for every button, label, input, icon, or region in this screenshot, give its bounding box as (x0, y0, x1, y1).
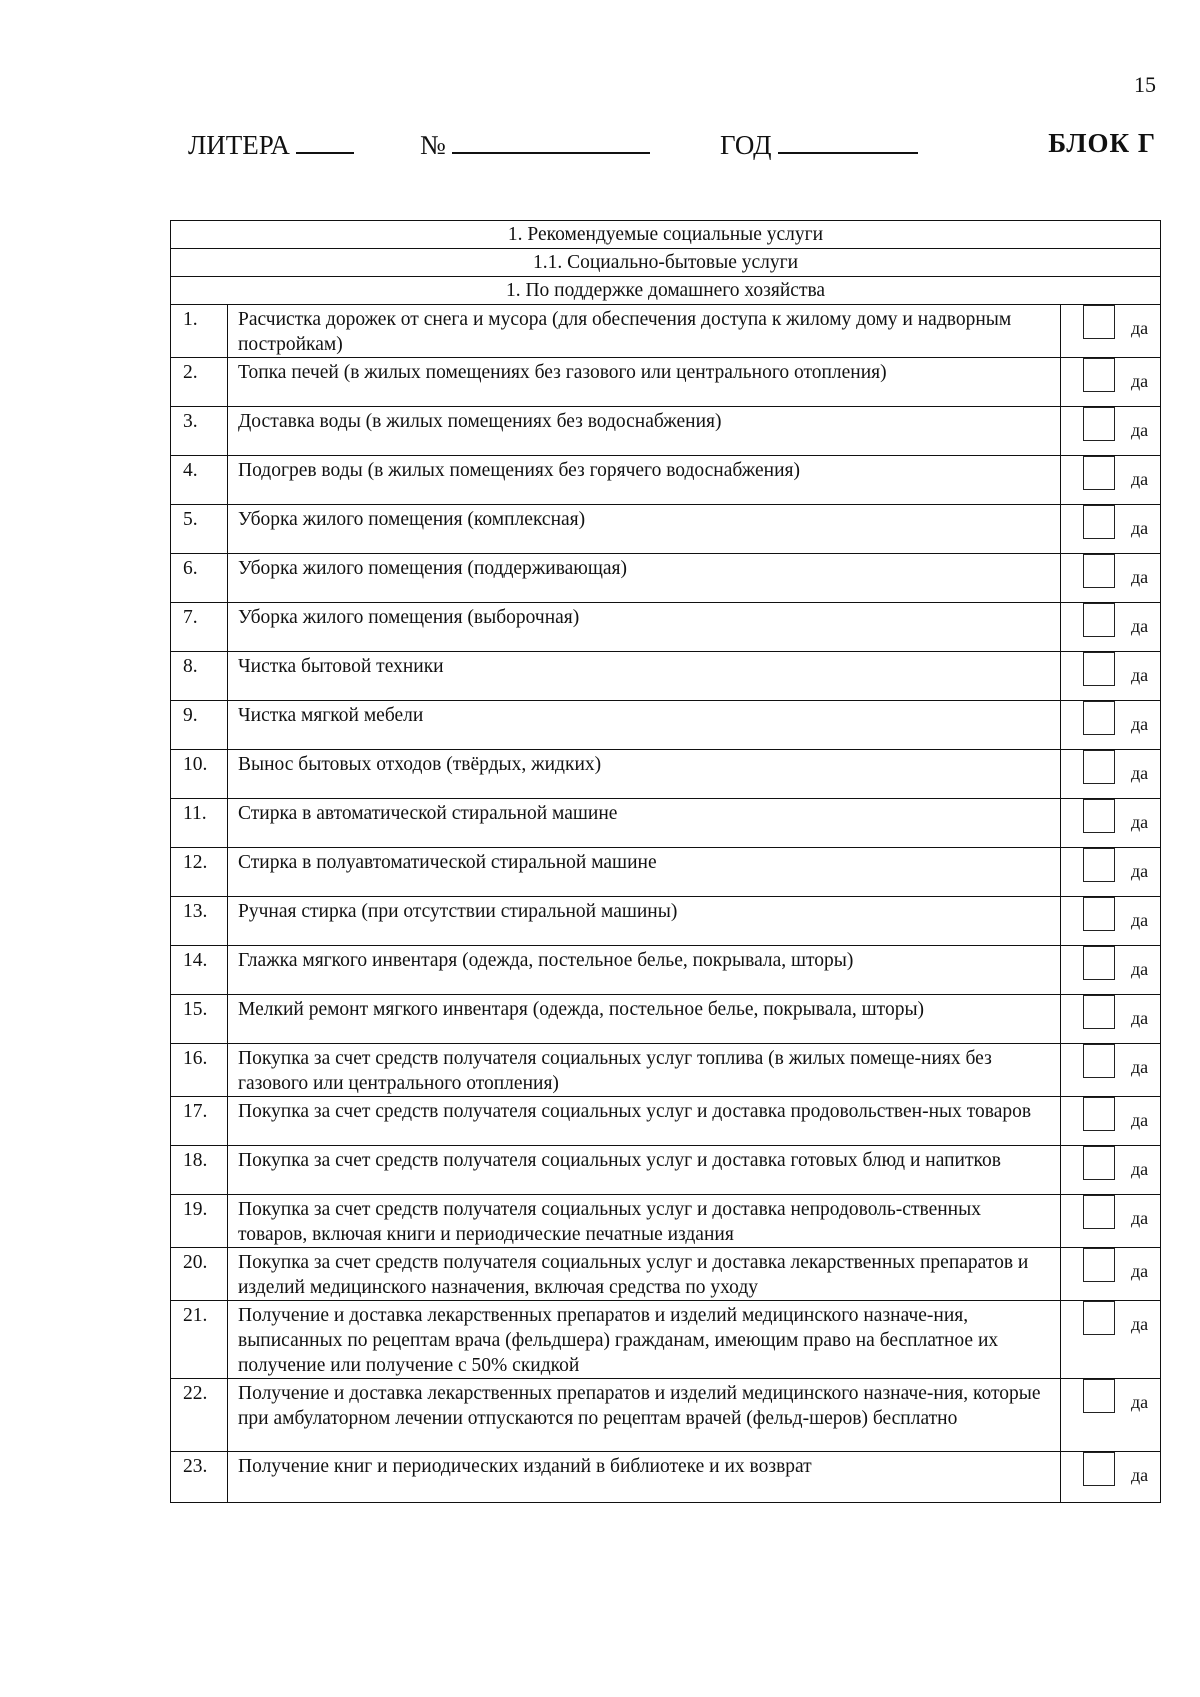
services-table-body (171, 221, 1161, 1503)
service-description: Ручная стирка (при отсутствии стиральной машины) (228, 897, 1061, 946)
service-number: 8. (171, 652, 228, 701)
yes-label: да (1131, 1158, 1149, 1179)
service-number: 10. (171, 750, 228, 799)
service-number: 19. (171, 1195, 228, 1248)
service-row (171, 456, 1161, 505)
service-checkbox-cell (1061, 750, 1161, 799)
service-row (171, 1044, 1161, 1097)
service-number: 9. (171, 701, 228, 750)
section-row (171, 221, 1161, 249)
section-title-level1: 1. Рекомендуемые социальные услуги (171, 221, 1161, 249)
service-checkbox-cell (1061, 1301, 1161, 1379)
yes-label: да (1131, 419, 1149, 440)
number-label: № (420, 130, 446, 160)
service-checkbox-cell (1061, 505, 1161, 554)
service-description: Уборка жилого помещения (поддерживающая) (228, 554, 1061, 603)
service-checkbox-cell (1061, 1248, 1161, 1301)
service-description: Подогрев воды (в жилых помещениях без горячего водоснабжения) (228, 456, 1061, 505)
service-row (171, 305, 1161, 358)
service-checkbox-cell (1061, 1379, 1161, 1452)
service-number: 16. (171, 1044, 228, 1097)
yes-checkbox[interactable] (1083, 407, 1115, 441)
form-header (0, 128, 1200, 168)
yes-checkbox[interactable] (1083, 1097, 1115, 1131)
service-checkbox-cell (1061, 554, 1161, 603)
service-checkbox-cell (1061, 407, 1161, 456)
yes-label: да (1131, 517, 1149, 538)
service-row (171, 1248, 1161, 1301)
service-number: 21. (171, 1301, 228, 1379)
yes-label: да (1131, 370, 1149, 391)
service-row (171, 750, 1161, 799)
service-checkbox-cell (1061, 305, 1161, 358)
service-checkbox-cell (1061, 1146, 1161, 1195)
section-row (171, 249, 1161, 277)
service-row (171, 799, 1161, 848)
number-blank[interactable] (452, 128, 650, 154)
service-row (171, 505, 1161, 554)
service-checkbox-cell (1061, 848, 1161, 897)
service-number: 2. (171, 358, 228, 407)
yes-label: да (1131, 317, 1149, 338)
service-description: Вынос бытовых отходов (твёрдых, жидких) (228, 750, 1061, 799)
service-row (171, 407, 1161, 456)
yes-checkbox[interactable] (1083, 305, 1115, 339)
service-number: 5. (171, 505, 228, 554)
yes-label: да (1131, 1313, 1149, 1334)
litera-field (188, 128, 354, 161)
yes-checkbox[interactable] (1083, 848, 1115, 882)
service-row (171, 603, 1161, 652)
year-field (720, 128, 918, 161)
section-title-level2: 1.1. Социально-бытовые услуги (171, 249, 1161, 277)
service-description: Глажка мягкого инвентаря (одежда, постельное белье, покрывала, шторы) (228, 946, 1061, 995)
service-description: Получение и доставка лекарственных препаратов и изделий медицинского назначе-ния, которые при амбулаторном лечении отпускаются по рецептам врачей (фельд-шеров) бесплатно (228, 1379, 1061, 1452)
yes-checkbox[interactable] (1083, 358, 1115, 392)
service-row (171, 554, 1161, 603)
service-description: Чистка бытовой техники (228, 652, 1061, 701)
service-row (171, 1301, 1161, 1379)
service-description: Стирка в автоматической стиральной машине (228, 799, 1061, 848)
yes-checkbox[interactable] (1083, 1146, 1115, 1180)
service-number: 11. (171, 799, 228, 848)
service-number: 22. (171, 1379, 228, 1452)
service-checkbox-cell (1061, 1097, 1161, 1146)
yes-checkbox[interactable] (1083, 1301, 1115, 1335)
yes-checkbox[interactable] (1083, 554, 1115, 588)
yes-label: да (1131, 762, 1149, 783)
yes-label: да (1131, 1464, 1149, 1485)
service-description: Доставка воды (в жилых помещениях без водоснабжения) (228, 407, 1061, 456)
yes-checkbox[interactable] (1083, 701, 1115, 735)
yes-label: да (1131, 811, 1149, 832)
service-description: Покупка за счет средств получателя социальных услуг топлива (в жилых помеще-ниях без газового или центрального отопления) (228, 1044, 1061, 1097)
service-checkbox-cell (1061, 946, 1161, 995)
yes-label: да (1131, 1007, 1149, 1028)
service-description: Покупка за счет средств получателя социальных услуг и доставка непродоволь-ственных товаров, включая книги и периодические печатные издания (228, 1195, 1061, 1248)
service-description: Уборка жилого помещения (выборочная) (228, 603, 1061, 652)
service-checkbox-cell (1061, 799, 1161, 848)
service-checkbox-cell (1061, 358, 1161, 407)
yes-checkbox[interactable] (1083, 652, 1115, 686)
service-checkbox-cell (1061, 995, 1161, 1044)
service-number: 6. (171, 554, 228, 603)
service-number: 12. (171, 848, 228, 897)
yes-checkbox[interactable] (1083, 995, 1115, 1029)
service-row (171, 1195, 1161, 1248)
service-description: Чистка мягкой мебели (228, 701, 1061, 750)
yes-checkbox[interactable] (1083, 1248, 1115, 1282)
service-row (171, 848, 1161, 897)
service-description: Уборка жилого помещения (комплексная) (228, 505, 1061, 554)
yes-checkbox[interactable] (1083, 750, 1115, 784)
service-number: 18. (171, 1146, 228, 1195)
yes-label: да (1131, 1109, 1149, 1130)
yes-label: да (1131, 1260, 1149, 1281)
service-checkbox-cell (1061, 701, 1161, 750)
service-number: 7. (171, 603, 228, 652)
services-table (170, 220, 1161, 1503)
service-description: Топка печей (в жилых помещениях без газового или центрального отопления) (228, 358, 1061, 407)
yes-checkbox[interactable] (1083, 505, 1115, 539)
service-row (171, 995, 1161, 1044)
yes-label: да (1131, 1391, 1149, 1412)
year-blank[interactable] (778, 128, 918, 154)
service-number: 3. (171, 407, 228, 456)
service-checkbox-cell (1061, 897, 1161, 946)
service-description: Стирка в полуавтоматической стиральной машине (228, 848, 1061, 897)
service-row (171, 1379, 1161, 1452)
service-number: 20. (171, 1248, 228, 1301)
service-checkbox-cell (1061, 603, 1161, 652)
yes-label: да (1131, 860, 1149, 881)
yes-label: да (1131, 664, 1149, 685)
yes-checkbox[interactable] (1083, 946, 1115, 980)
service-number: 1. (171, 305, 228, 358)
service-row (171, 1097, 1161, 1146)
block-label: БЛОК Г (1048, 128, 1156, 158)
litera-blank[interactable] (296, 128, 354, 154)
yes-label: да (1131, 958, 1149, 979)
service-description: Получение книг и периодических изданий в библиотеке и их возврат (228, 1452, 1061, 1503)
yes-checkbox[interactable] (1083, 456, 1115, 490)
number-field (420, 128, 650, 161)
yes-checkbox[interactable] (1083, 1452, 1115, 1486)
yes-checkbox[interactable] (1083, 897, 1115, 931)
service-row (171, 358, 1161, 407)
yes-checkbox[interactable] (1083, 1195, 1115, 1229)
service-row (171, 946, 1161, 995)
year-label: ГОД (720, 130, 772, 160)
yes-label: да (1131, 909, 1149, 930)
service-row (171, 701, 1161, 750)
service-number: 14. (171, 946, 228, 995)
service-checkbox-cell (1061, 1452, 1161, 1503)
yes-label: да (1131, 468, 1149, 489)
yes-label: да (1131, 713, 1149, 734)
service-description: Получение и доставка лекарственных препаратов и изделий медицинского назначе-ния, выписанных по рецептам врача (фельдшера) гражданам, имеющим право на бесплатное их получение или получение с 50% скидкой (228, 1301, 1061, 1379)
service-row (171, 1146, 1161, 1195)
service-number: 4. (171, 456, 228, 505)
page-number: 15 (1134, 72, 1156, 97)
service-number: 23. (171, 1452, 228, 1503)
service-description: Покупка за счет средств получателя социальных услуг и доставка лекарственных препаратов и изделий медицинского назначения, включая средства по уходу (228, 1248, 1061, 1301)
service-row (171, 652, 1161, 701)
yes-label: да (1131, 615, 1149, 636)
yes-checkbox[interactable] (1083, 1379, 1115, 1413)
service-number: 17. (171, 1097, 228, 1146)
service-description: Мелкий ремонт мягкого инвентаря (одежда, постельное белье, покрывала, шторы) (228, 995, 1061, 1044)
service-description: Покупка за счет средств получателя социальных услуг и доставка продовольствен-ных товаров (228, 1097, 1061, 1146)
service-checkbox-cell (1061, 456, 1161, 505)
yes-label: да (1131, 566, 1149, 587)
yes-label: да (1131, 1056, 1149, 1077)
yes-checkbox[interactable] (1083, 1044, 1115, 1078)
service-number: 13. (171, 897, 228, 946)
service-description: Расчистка дорожек от снега и мусора (для обеспечения доступа к жилому дому и надворным постройкам) (228, 305, 1061, 358)
service-checkbox-cell (1061, 652, 1161, 701)
service-number: 15. (171, 995, 228, 1044)
service-checkbox-cell (1061, 1044, 1161, 1097)
section-row (171, 277, 1161, 305)
yes-label: да (1131, 1207, 1149, 1228)
service-row (171, 897, 1161, 946)
yes-checkbox[interactable] (1083, 799, 1115, 833)
service-row (171, 1452, 1161, 1503)
yes-checkbox[interactable] (1083, 603, 1115, 637)
service-checkbox-cell (1061, 1195, 1161, 1248)
litera-label: ЛИТЕРА (188, 130, 290, 160)
section-title-level3: 1. По поддержке домашнего хозяйства (171, 277, 1161, 305)
service-description: Покупка за счет средств получателя социальных услуг и доставка готовых блюд и напитков (228, 1146, 1061, 1195)
